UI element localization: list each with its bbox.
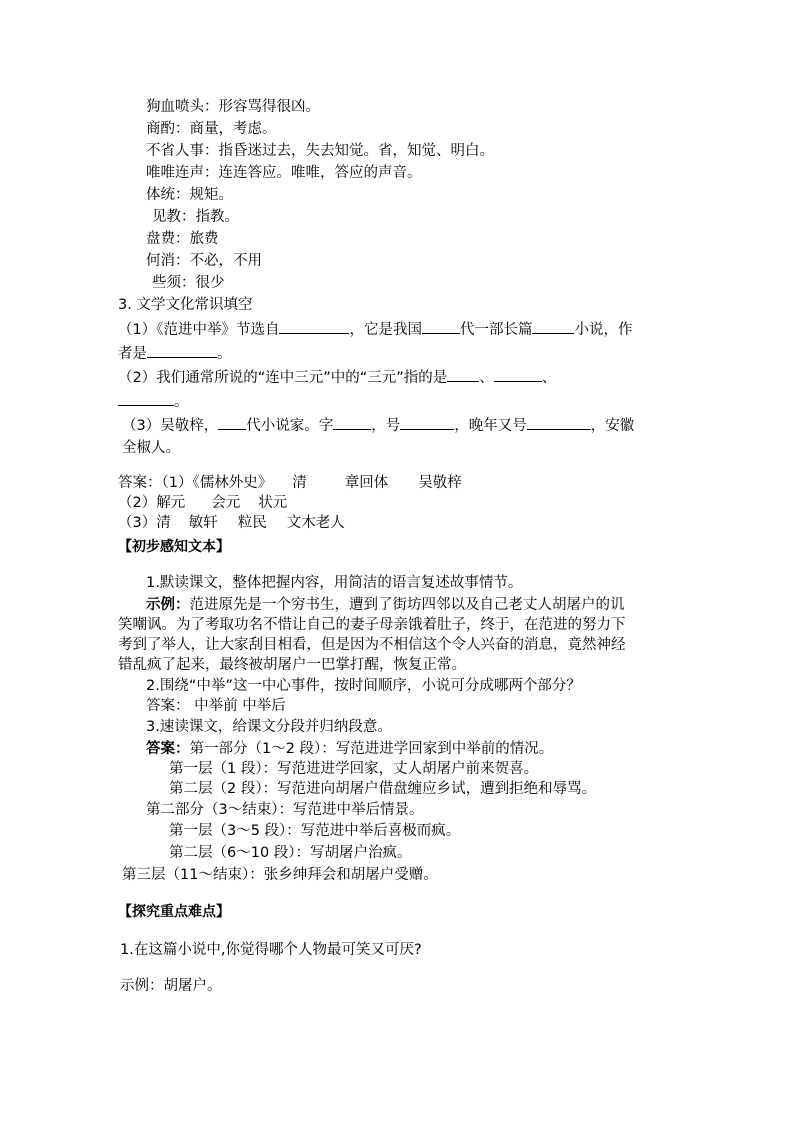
answer-line-2: [118, 493, 287, 513]
question-text: （2）我们通常所说的“连中三元”中的“三元”指的是: [118, 370, 448, 386]
question-2: 2.围绕“中举”这一中心事件，按时间顺序，小说可分成哪两个部分？: [146, 678, 581, 694]
question-text: 。: [174, 394, 189, 410]
vocab-item: 狗血喷头：形容骂得很凶。: [146, 99, 320, 115]
fill-question-3: [122, 415, 634, 436]
question-text: （3）吴敬梓，: [122, 418, 219, 434]
question-text: 。: [217, 346, 232, 362]
answer-item: 章回体: [344, 475, 389, 491]
question-text: 、: [479, 370, 494, 386]
answer-2: 答案： 中举前 中举后: [146, 698, 286, 714]
fill-question-2: [118, 367, 556, 388]
question-text: 、: [541, 370, 557, 386]
fill-question-1-cont: [118, 343, 232, 364]
vocab-item: 唯唯连声：连连答应。唯唯，答应的声音。: [146, 165, 422, 181]
question-text: （1）《范进中举》节选自: [118, 322, 280, 338]
answer-item: 会元: [211, 495, 241, 511]
blank: [279, 319, 349, 334]
answer-part-1: [146, 739, 553, 759]
blank: [218, 415, 246, 430]
blank: [400, 415, 454, 430]
fill-question-3-cont: 全椒人。: [122, 440, 180, 456]
question-text: 小说，作: [574, 322, 633, 338]
question-3: 3.速读课文，给课文分段并归纳段意。: [146, 719, 392, 735]
question-text: ，安徽: [590, 418, 635, 434]
vocab-item: 不省人事：指昏迷过去，失去知觉。省，知觉、明白。: [146, 143, 494, 159]
question-text: 者是: [118, 346, 147, 362]
example-line: 错乱疯了起来，最终被胡屠户一巴掌打醒，恢复正常。: [118, 657, 466, 673]
vocab-item: 见教：指教。: [152, 209, 239, 225]
blank: [422, 319, 460, 334]
blank: [532, 319, 574, 334]
blank: [447, 367, 479, 382]
explore-example: 示例：胡屠户。: [120, 978, 222, 994]
section-title: 3. 文学文化常识填空: [118, 297, 253, 313]
answer-label: 答案：: [146, 741, 190, 757]
blank: [494, 367, 542, 382]
answer-layer: 第二层（6～10 段）：写胡屠户治疯。: [169, 845, 412, 861]
section-heading: 【探究重点难点】: [118, 904, 230, 920]
blank: [333, 415, 371, 430]
answer-item: （3）清: [118, 515, 171, 531]
explore-question: 1.在这篇小说中,你觉得哪个人物最可笑又可厌?: [120, 942, 422, 958]
question-text: ，号: [371, 418, 401, 434]
example-line: [146, 595, 625, 615]
vocab-item: 何消：不必，不用: [146, 253, 262, 269]
answer-item: 粒民: [237, 515, 267, 531]
question-text: ，它是我国: [349, 322, 422, 338]
question-text: 代小说家。字: [246, 418, 334, 434]
fill-question-1: [118, 319, 632, 340]
answer-item: 文木老人: [286, 515, 345, 531]
answer-label: 答案：: [118, 475, 162, 491]
answer-layer: 第一层（3～5 段）：写范进中举后喜极而疯。: [169, 823, 461, 839]
blank: [527, 415, 591, 430]
answer-item: 状元: [258, 495, 288, 511]
example-label: 示例：: [146, 597, 190, 613]
answer-layer: 第一层（1 段）：写范进进学回家，丈人胡屠户前来贺喜。: [169, 761, 539, 777]
answer-layer: 第二层（2 段）：写范进向胡屠户借盘缠应乡试，遭到拒绝和辱骂。: [169, 781, 597, 797]
section-heading: 【初步感知文本】: [118, 539, 230, 555]
answer-layer: 第三层（11～结束）：张乡绅拜会和胡屠户受赠。: [122, 867, 438, 883]
example-line: 笑嘲讽。为了考取功名不惜让自己的妻子母亲饿着肚子，终于，在范进的努力下: [118, 617, 626, 633]
vocab-item: 些须：很少: [152, 275, 225, 291]
vocab-item: 商酌：商量，考虑。: [146, 121, 277, 137]
answer-line-3: [118, 513, 345, 533]
answer-text: 第一部分（1～2 段）：写范进进学回家到中举前的情况。: [189, 741, 554, 757]
vocab-item: 盘费：旅费: [146, 231, 219, 247]
answer-item: 清: [292, 475, 307, 491]
question-text: ，晚年又号: [454, 418, 527, 434]
question-text: 代一部长篇: [459, 322, 533, 338]
answer-item: 敏轩: [188, 515, 218, 531]
answer-item: （1）《儒林外史》: [161, 475, 273, 491]
answer-part-2: 第二部分（3～结束）：写范进中举后情景。: [146, 802, 424, 818]
blank: [147, 343, 217, 358]
example-text: 范进原先是一个穷书生，遭到了街坊四邻以及自己老丈人胡屠户的讥: [189, 597, 625, 613]
answer-line-1: [118, 473, 462, 493]
vocab-item: 体统：规矩。: [146, 187, 233, 203]
example-line: 考到了举人，让大家刮目相看，但是因为不相信这个令人兴奋的消息，竟然神经: [118, 637, 626, 653]
blank: [118, 391, 174, 406]
answer-item: 吴敬梓: [418, 475, 462, 491]
question-1: 1.默读课文，整体把握内容，用简洁的语言复述故事情节。: [146, 575, 523, 591]
answer-item: （2）解元: [118, 495, 186, 511]
fill-question-2-cont: [118, 391, 189, 412]
